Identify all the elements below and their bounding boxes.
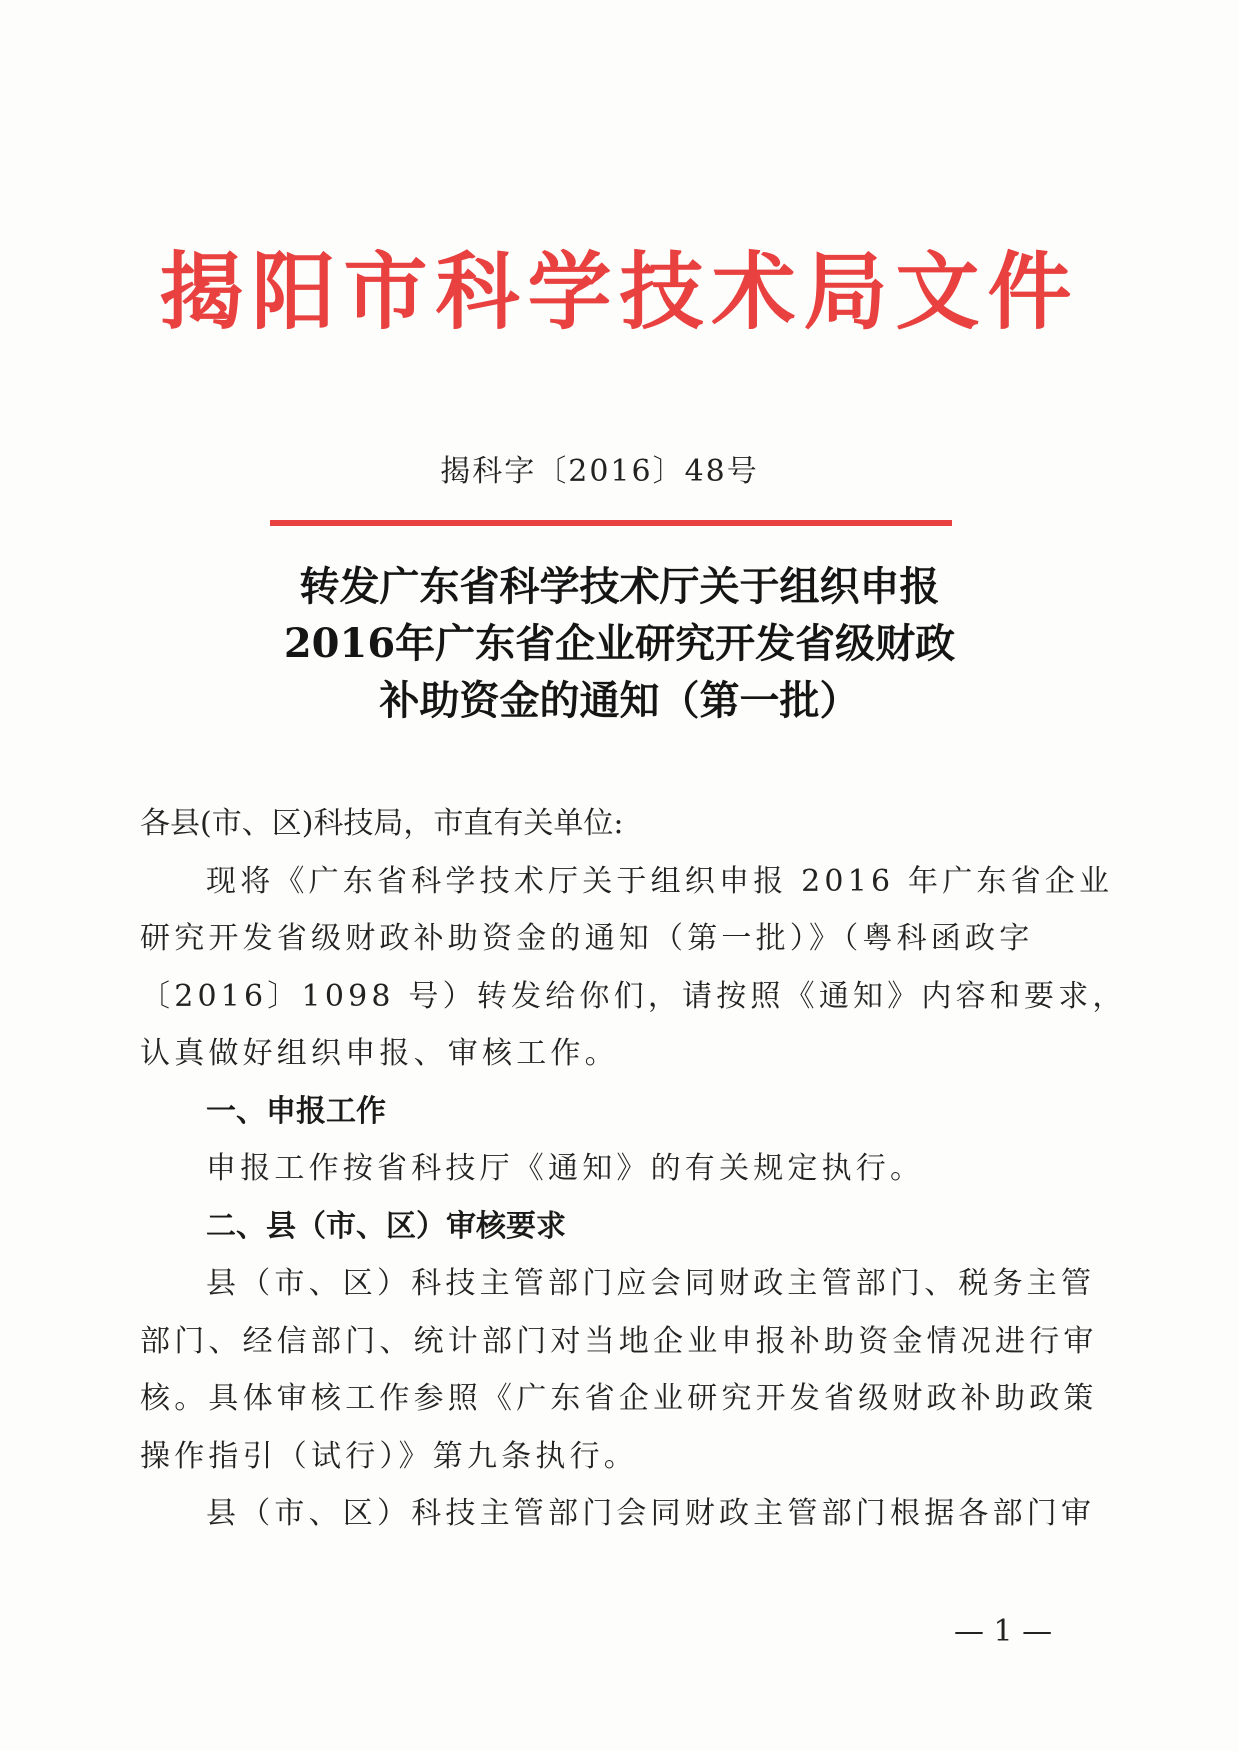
section-2-para-2-line-1: 县（市、区）科技主管部门会同财政主管部门根据各部门审 xyxy=(206,1496,1096,1531)
title-line-1: 转发广东省科学技术厅关于组织申报 xyxy=(299,563,940,610)
title-line-2: 2016年广东省企业研究开发省级财政 xyxy=(283,620,956,667)
title-line-3: 补助资金的通知（第一批） xyxy=(379,677,860,724)
document-number: 揭科字〔2016〕48号 xyxy=(440,454,759,489)
section-2-para-1-line-3: 核。具体审核工作参照《广东省企业研究开发省级财政补助政策 xyxy=(140,1381,1098,1416)
section-2-para-1-line-2: 部门、经信部门、统计部门对当地企业申报补助资金情况进行审 xyxy=(140,1323,1098,1359)
section-2-para-1-line-1: 县（市、区）科技主管部门应会同财政主管部门、税务主管 xyxy=(206,1266,1096,1301)
document-body xyxy=(140,795,1127,1543)
intro-line-3: 〔2016〕1098 号）转发给你们，请按照《通知》内容和要求， xyxy=(140,978,1127,1014)
section-heading-1: 一、申报工作 xyxy=(206,1093,386,1129)
intro-line-1: 现将《广东省科学技术厅关于组织申报 2016 年广东省企业 xyxy=(206,863,1114,899)
page-number: — 1 — xyxy=(954,1614,1053,1649)
notice-title xyxy=(0,558,1239,729)
section-1-line-1: 申报工作按省科技厅《通知》的有关规定执行。 xyxy=(206,1151,925,1186)
intro-line-4: 认真做好组织申报、审核工作。 xyxy=(140,1036,619,1071)
intro-line-2: 研究开发省级财政补助资金的通知（第一批）》（粤科函政字 xyxy=(140,921,1034,956)
salutation: 各县(市、区)科技局，市直有关单位: xyxy=(140,806,624,841)
red-separator-line xyxy=(270,520,952,526)
section-2-para-1-line-4: 操作指引（试行）》第九条执行。 xyxy=(140,1438,638,1474)
masthead-title: 揭阳市科学技术局文件 xyxy=(159,242,1080,341)
section-heading-2: 二、县（市、区）审核要求 xyxy=(206,1208,566,1244)
